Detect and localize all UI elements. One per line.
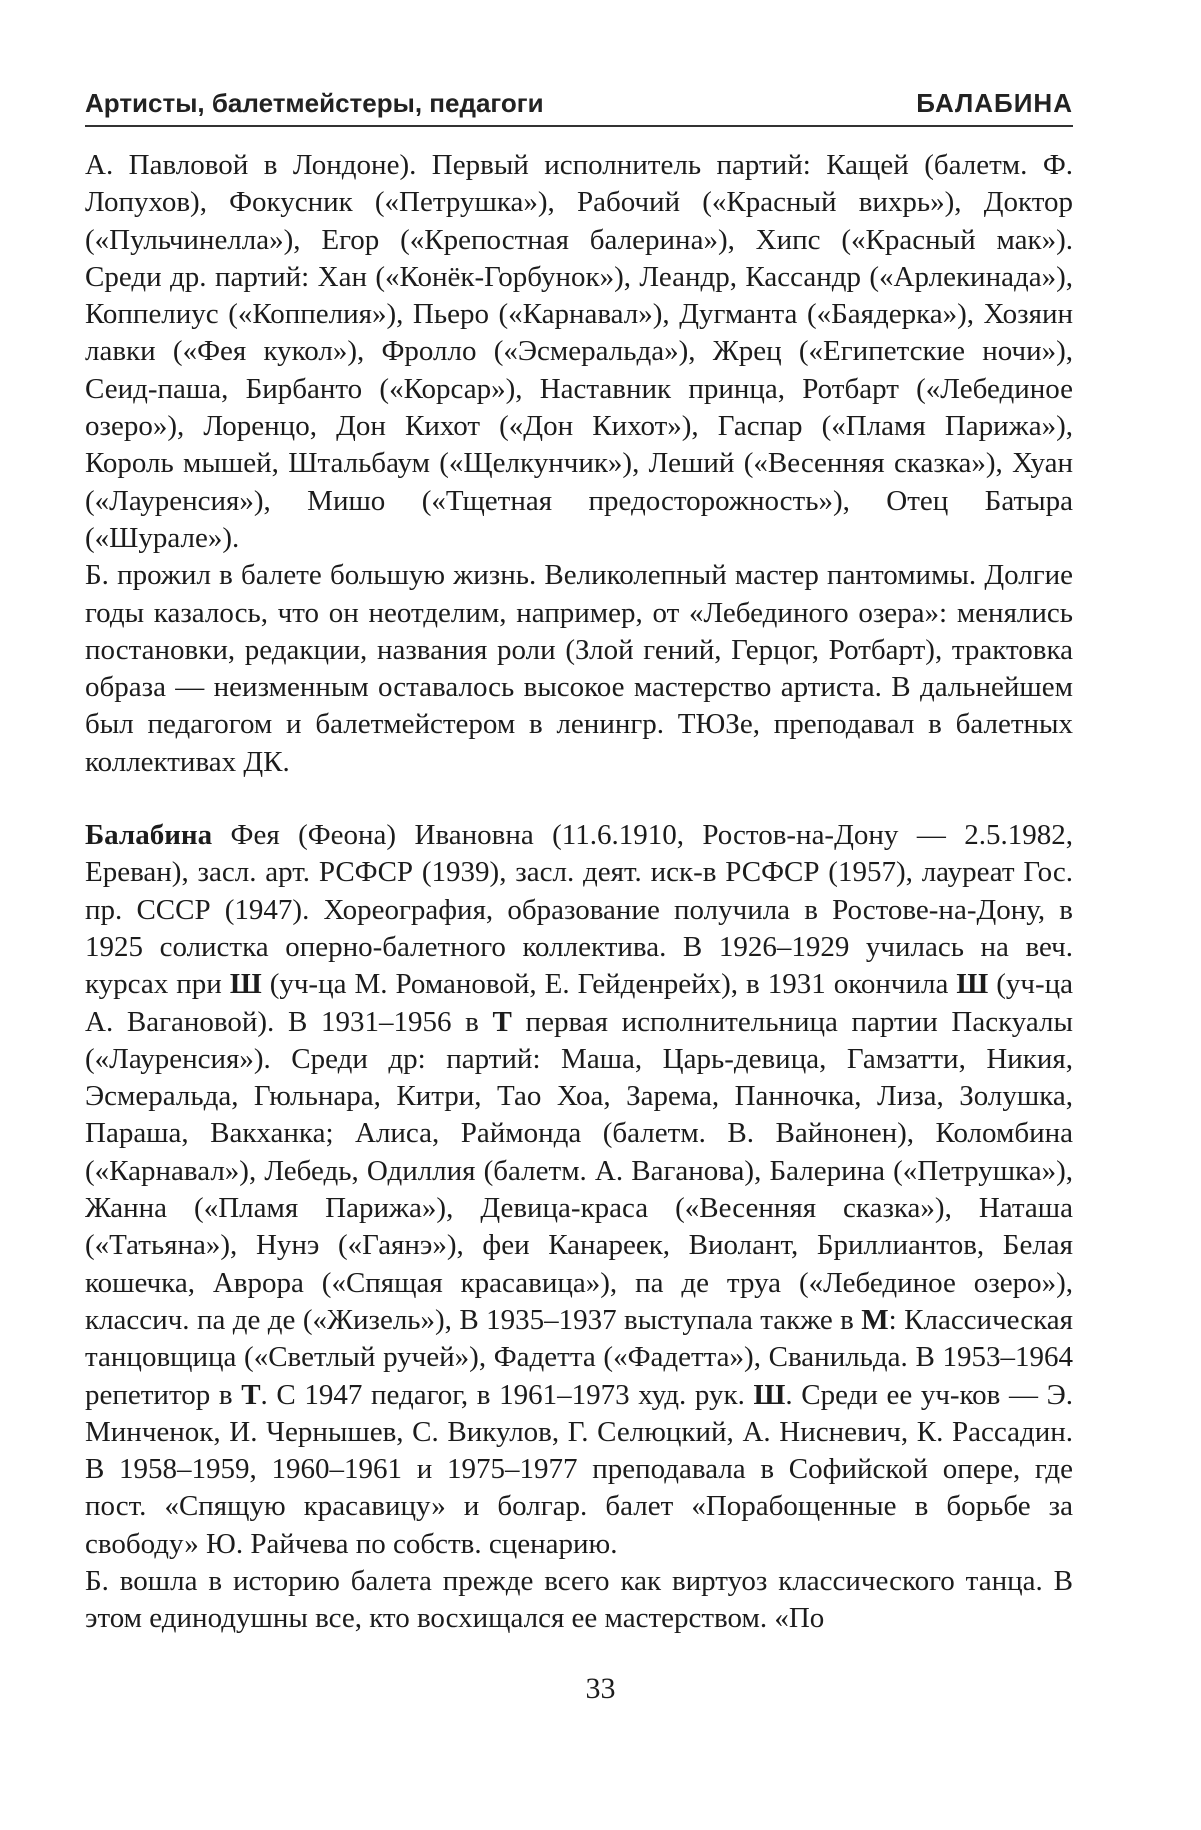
prev-entry-paragraph-2: Б. прожил в балете большую жизнь. Великолепный мастер пантомимы. Долгие годы казалось, что он неотделим, например, от «Лебединого озера»: менялись постановки, редакции, названия роли (Злой гений, Герцог, Ротбарт), трактовка образа — неизменным оставалось высокое мастерство артиста. В дальнейшем был педагогом и балетмейстером в ленингр. ТЮЗе, преподавал в балетных коллективах ДК. — [85, 559, 1073, 778]
running-head — [85, 88, 1073, 127]
prev-entry-paragraph-1: А. Павловой в Лондоне). Первый исполнитель партий: Кащей (балетм. Ф. Лопухов), Фокусник («Петрушка»), Рабочий («Красный вихрь»), Доктор («Пульчинелла»), Егор («Крепостная балерина»), Хипс («Красный мак»). Среди др. партий: Хан («Конёк-Горбунок»), Леандр, Кассандр («Арлекинада»), Коппелиус («Коппелия»), Пьеро («Карнавал»), Дугманта («Баядерка»), Хозяин лавки («Фея кукол»), Фролло («Эсмеральда»), Жрец («Египетские ночи»), Сеид-паша, Бирбанто («Корсар»), Наставник принца, Ротбарт («Лебединое озеро»), Лоренцо, Дон Кихот («Дон Кихот»), Гаспар («Пламя Парижа»), Король мышей, Штальбаум («Щелкунчик»), Леший («Весенняя сказка»), Хуан («Лауренсия»), Мишо («Тщетная предосторожность»), Отец Батыра («Шурале»). — [85, 149, 1073, 554]
page-number: 33 — [585, 1672, 616, 1705]
entry-paragraph-2: Б. вошла в историю балета прежде всего как виртуоз классического танца. В этом единодушны все, кто восхищался ее мастерством. «По — [85, 1564, 1073, 1635]
entry-paragraph-1: Балабина Фея (Феона) Ивановна (11.6.1910, Ростов-на-Дону — 2.5.1982, Ереван), засл. арт. РСФСР (1939), засл. деят. иск-в РСФСР (1957), лауреат Гос. пр. СССР (1947). Хореография, образование получила в Ростове-на-Дону, в 1925 солистка оперно-балетного коллектива. В 1926–1929 училась на веч. курсах при Ш (уч-ца М. Романовой, Е. Гейденрейх), в 1931 окончила Ш (уч-ца А. Вагановой). В 1931–1956 в Т первая исполнительница партии Паскуалы («Лауренсия»). Среди др: партий: Маша, Царь-девица, Гамзатти, Никия, Эсмеральда, Гюльнара, Китри, Тао Хоа, Зарема, Панночка, Лиза, Золушка, Параша, Вакханка; Алиса, Раймонда (балетм. В. Вайнонен), Коломбина («Карнавал»), Лебедь, Одиллия (балетм. А. Ваганова), Балерина («Петрушка»), Жанна («Пламя Парижа»), Девица-краса («Весенняя сказка»), Наташа («Татьяна»), Нунэ («Гаянэ»), феи Канареек, Виолант, Бриллиантов, Белая кошечка, Аврора («Спящая красавица»), па де труа («Лебединое озеро»), классич. па де де («Жизель»), В 1935–1937 выступала также в М: Классическая танцовщица («Светлый ручей»), Фадетта («Фадетта»), Сванильда. В 1953–1964 репетитор в Т. С 1947 педагог, в 1961–1973 худ. рук. Ш. Среди ее уч-ков — Э. Минченок, И. Чернышев, С. Викулов, Г. Селюцкий, А. Нисневич, К. Рассадин. В 1958–1959, 1960–1961 и 1975–1977 преподавала в Софийской опере, где пост. «Спящую красавицу» и болгар. балет «Порабощенные в борьбе за свободу» Ю. Райчева по собств. сценарию. — [85, 819, 1074, 1560]
body-text — [85, 147, 1073, 1638]
running-head-section: Артисты, балетмейстеры, педагоги — [85, 88, 544, 118]
page — [85, 88, 1073, 1638]
entry-headword: Балабина — [85, 819, 213, 852]
running-head-entry: БАЛАБИНА — [916, 88, 1073, 118]
entry-separator — [85, 781, 1073, 817]
